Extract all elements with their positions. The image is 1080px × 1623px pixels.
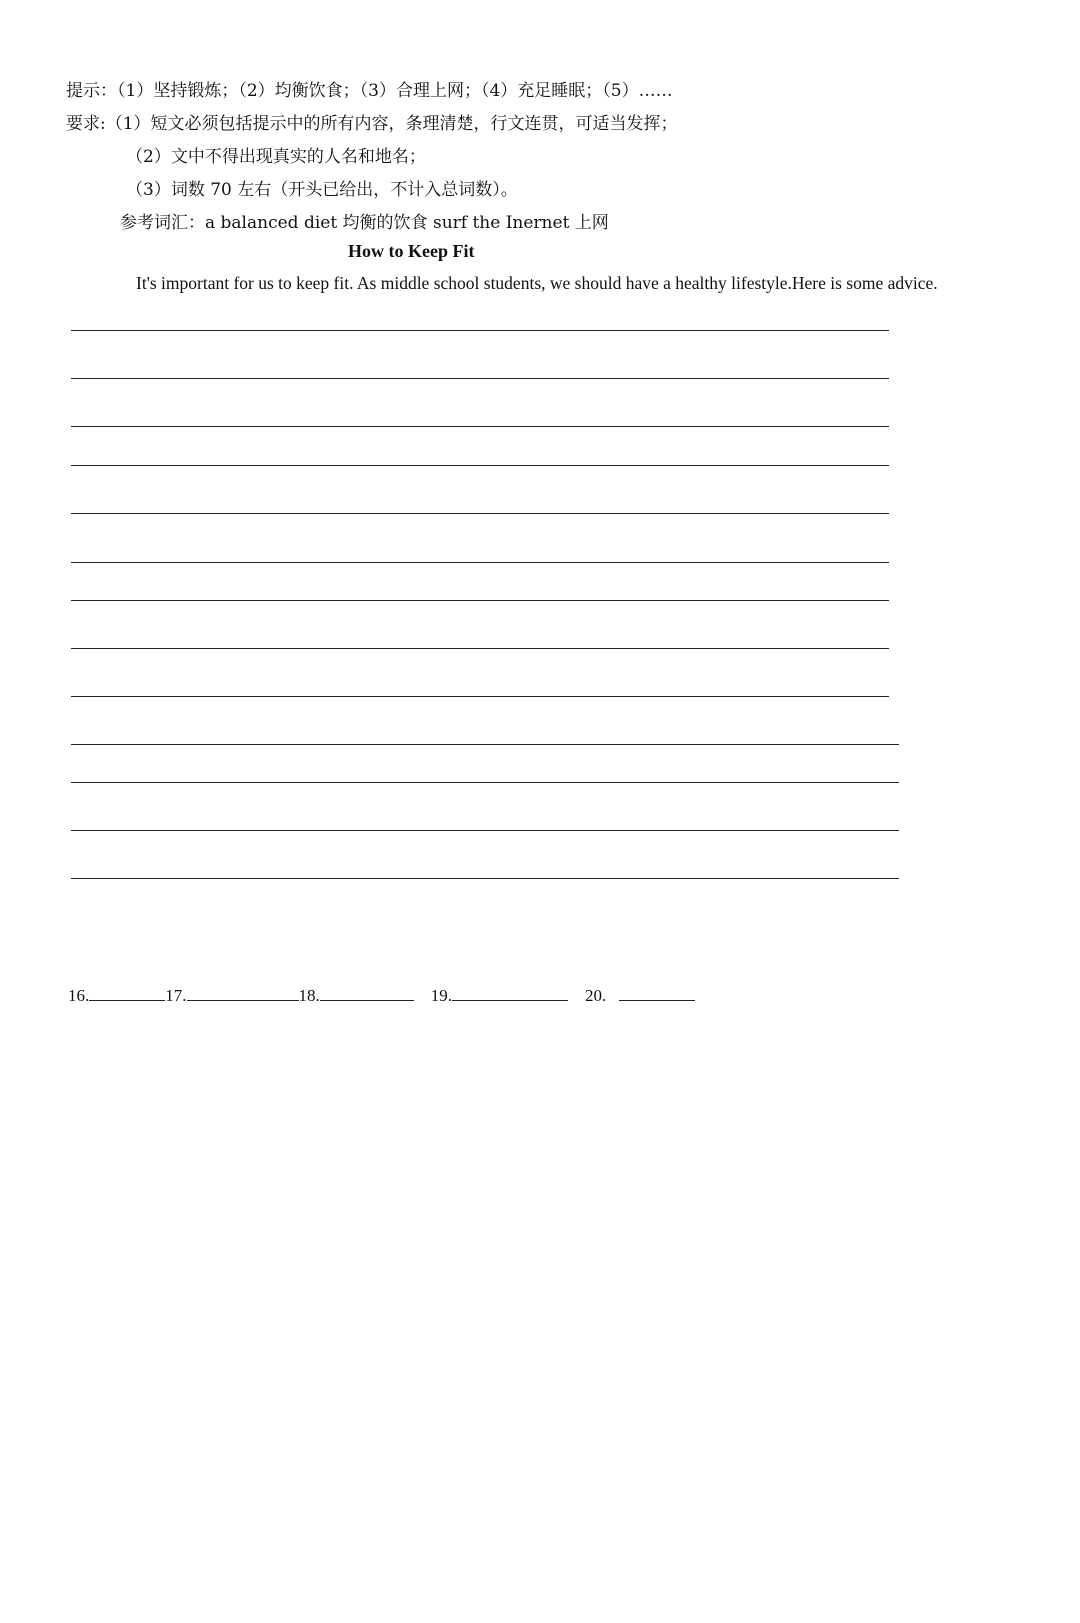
- reference-vocabulary: 参考词汇：a balanced diet 均衡的饮食 surf the Inernet 上网: [120, 213, 609, 233]
- blank-18-label: 18.: [298, 986, 320, 1005]
- requirement-2: （2）文中不得出现真实的人名和地名；: [126, 147, 426, 167]
- writing-line[interactable]: [71, 330, 889, 331]
- writing-line[interactable]: [71, 744, 899, 745]
- blank-16[interactable]: [89, 986, 165, 1001]
- blank-19-label: 19.: [430, 986, 452, 1005]
- blank-18[interactable]: [320, 986, 414, 1001]
- requirement-1: 要求:（1）短文必须包括提示中的所有内容，条理清楚，行文连贯，可适当发挥；: [66, 114, 678, 134]
- writing-line[interactable]: [71, 426, 889, 427]
- writing-line[interactable]: [71, 562, 889, 563]
- writing-line[interactable]: [71, 782, 899, 783]
- writing-line[interactable]: [71, 465, 889, 466]
- blank-17-label: 17.: [165, 986, 187, 1005]
- blank-17[interactable]: [187, 986, 299, 1001]
- writing-line[interactable]: [71, 378, 889, 379]
- blank-16-label: 16.: [68, 986, 90, 1005]
- writing-line[interactable]: [71, 648, 889, 649]
- essay-intro: It's important for us to keep fit. As middle school students, we should have a healthy lifestyle.Here is some advice.: [136, 273, 938, 293]
- requirement-3: （3）词数 70 左右（开头已给出，不计入总词数）。: [126, 180, 518, 200]
- writing-line[interactable]: [71, 878, 899, 879]
- hints-line: 提示：（1）坚持锻炼；（2）均衡饮食；（3）合理上网；（4）充足睡眠；（5）……: [66, 81, 673, 101]
- writing-line[interactable]: [71, 513, 889, 514]
- essay-title: How to Keep Fit: [348, 241, 475, 261]
- writing-line[interactable]: [71, 600, 889, 601]
- writing-line[interactable]: [71, 696, 889, 697]
- answer-blanks-row: [68, 986, 695, 1006]
- blank-19[interactable]: [452, 986, 568, 1001]
- blank-20-label: 20.: [585, 986, 607, 1005]
- writing-line[interactable]: [71, 830, 899, 831]
- blank-20[interactable]: [619, 986, 695, 1001]
